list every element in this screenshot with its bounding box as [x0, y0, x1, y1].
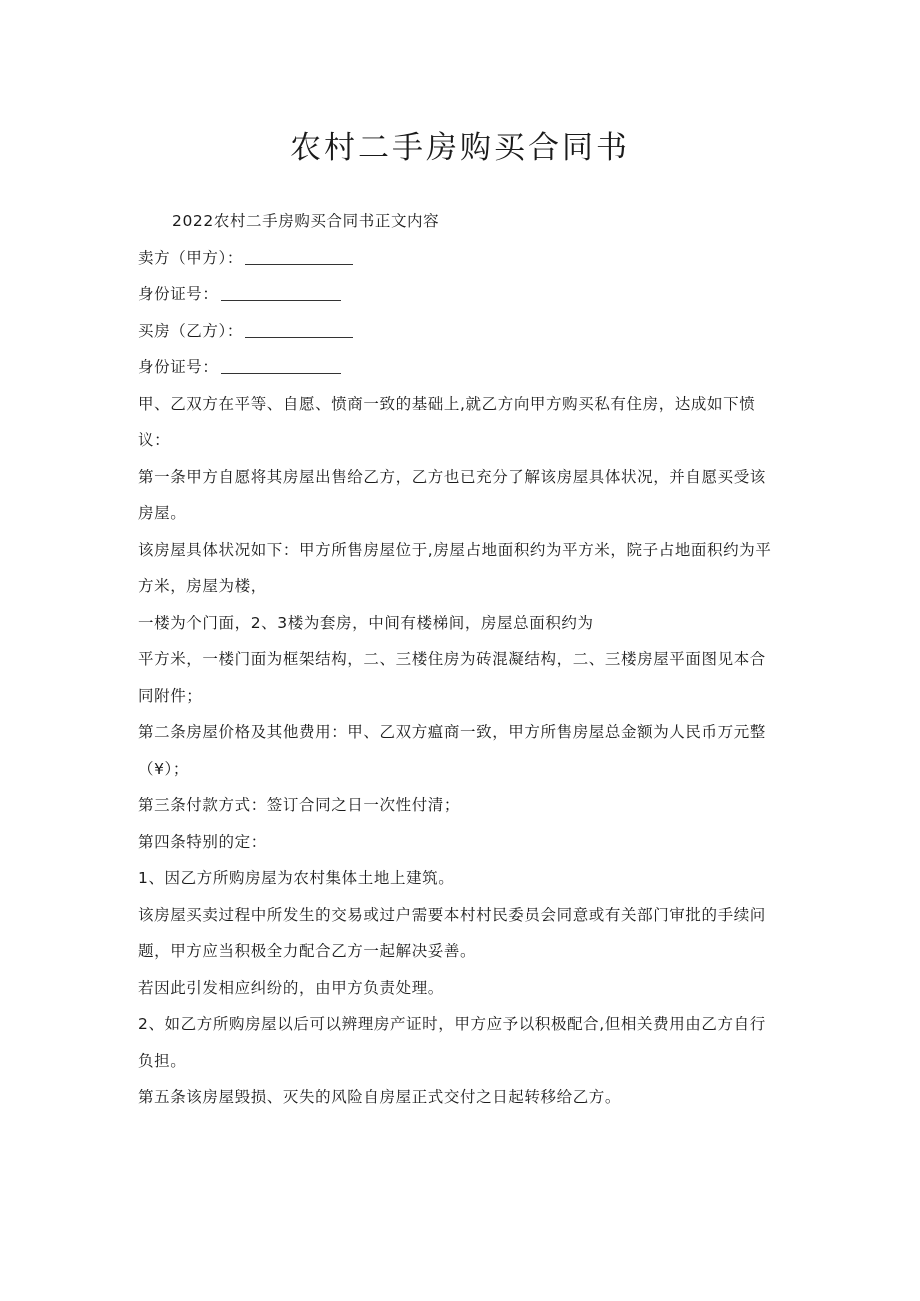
paragraph: 该房屋买卖过程中所发生的交易或过户需要本村村民委员会同意或有关部门审批的手续问题，甲方应当积极全力配合乙方一起解决妥善。 — [138, 905, 766, 960]
document-body — [138, 203, 778, 1116]
buyer-field — [138, 313, 778, 350]
document-title: 农村二手房购买合同书 — [290, 130, 630, 166]
paragraph: 第二条房屋价格及其他费用：甲、乙双方瘟商一致，甲方所售房屋总金额为人民币万元整（¥）； — [138, 723, 766, 778]
document-subtitle: 2022农村二手房购买合同书正文内容 — [172, 212, 440, 230]
buyer-id-field — [138, 349, 778, 386]
paragraph: 第一条甲方自愿将其房屋出售给乙方，乙方也已充分了解该房屋具体状况，并自愿买受该房屋。 — [138, 467, 766, 522]
paragraph: 甲、乙双方在平等、自愿、愤商一致的基础上,就乙方向甲方购买私有住房，达成如下愤议： — [138, 394, 756, 449]
paragraph: 2、如乙方所购房屋以后可以辨理房产证时，甲方应予以积极配合,但相关费用由乙方自行负担。 — [138, 1015, 766, 1070]
seller-label: 卖方（甲方）： — [138, 248, 243, 267]
paragraph: 该房屋具体状况如下：甲方所售房屋位于,房屋占地面积约为平方米，院子占地面积约为平方米，房屋为楼， — [138, 540, 772, 595]
seller-field — [138, 240, 778, 277]
paragraph: 第三条付款方式：签订合同之日一次性付清； — [138, 796, 461, 814]
paragraph: 若因此引发相应纠纷的，由甲方负责处理。 — [138, 978, 444, 997]
paragraph: 1、因乙方所购房屋为农村集体土地上建筑。 — [138, 869, 455, 887]
seller-id-label: 身份证号： — [138, 285, 219, 303]
seller-blank-line — [245, 263, 353, 265]
paragraph: 平方米，一楼门面为框架结构，二、三楼住房为砖混凝结构，二、三楼房屋平面图见本合同附件； — [138, 650, 766, 705]
buyer-label: 买房（乙方）： — [138, 321, 243, 340]
buyer-id-blank-line — [221, 372, 341, 374]
paragraph: 一楼为个门面，2、3楼为套房，中间有楼梯间，房屋总面积约为 — [138, 613, 594, 632]
paragraph: 第四条特别的定： — [138, 832, 267, 851]
buyer-blank-line — [245, 336, 353, 338]
paragraph: 第五条该房屋毁损、灭失的风险自房屋正式交付之日起转移给乙方。 — [138, 1088, 622, 1106]
buyer-id-label: 身份证号： — [138, 358, 219, 376]
seller-id-blank-line — [221, 299, 341, 301]
seller-id-field — [138, 276, 778, 313]
